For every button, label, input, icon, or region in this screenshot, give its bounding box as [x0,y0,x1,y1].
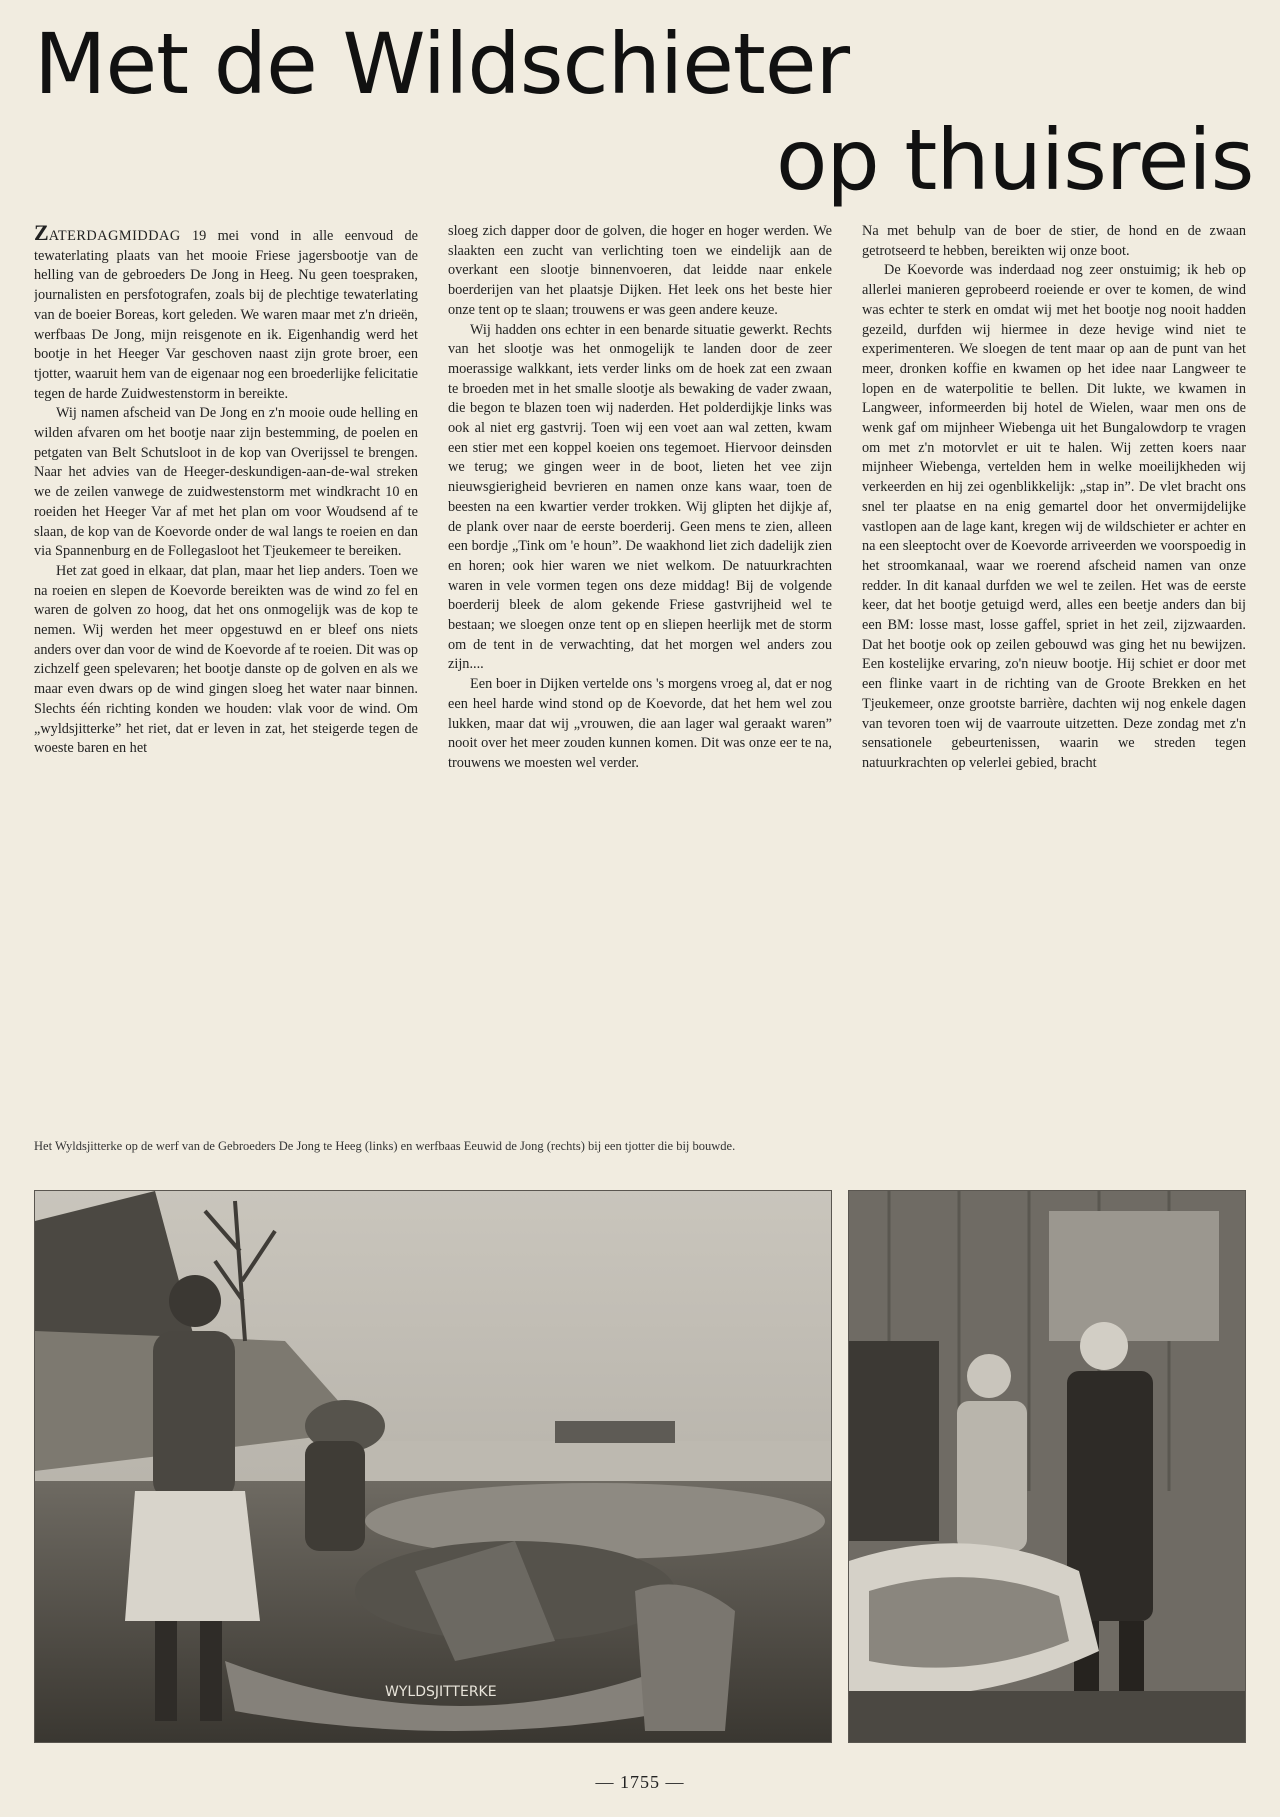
paragraph: Wij hadden ons echter in een benarde situatie gewerkt. Rechts van het slootje was het onmogelijk te landen door de zeer moerassige walkkant, iets verder links om de hoek zat een zwaan te broeden met in het smalle slootje als bewaking de vader zwaan, die begon te blazen toen wij naderden. Het polderdijkje links was ook al niet erg gastvrij. Toen wij een voet aan wal zetten, kwam een stier met een koppel koeien ons tegemoet. Hiervoor deinsden we terug; we gingen weer in de boot, lieten het vee zijn nieuwsgierigheid bevrieren en namen onze kans waar, toen de beesten na een kwartier verder trokken. Wij glipten het dijkje af, de plank over naar de eerste boerderij. Geen mens te zien, alleen een bordje „Tink om 'e houn”. De waakhond liet zich dadelijk zien en horen; ook hier waren we niet welkom. De natuurkrachten waren in vele vormen tegen ons deze middag! Bij de volgende boerderij bleek de alom gekende Friese gastvrijheid wel te bestaan; we sloegen onze tent op en sliepen heerlijk met de storm om de tent in de verwachting, dat het morgen wel anders zou zijn.... [448,321,832,673]
paragraph: De Koevorde was inderdaad nog zeer onstuimig; ik heb op allerlei manieren geprobeerd roeiende er over te komen, de wind was echter te sterk en omdat wij met het bootje nog nooit hadden gezeild, durfden wij hiermee in deze hevige wind niet te experimenteren. We sloegen de tent maar op aan de punt van het meer, dronken koffie en kwamen op het idee naar Langweer te lopen en de waterpolitie te bellen. Dit lukte, we kwamen in Langweer, informeerden bij hotel de Wielen, waar men ons de wenk gaf om mijnheer Wiebenga uit het Bungalowdorp te vragen om met z'n motorvlet er uit te halen. Wij zetten koers naar mijnheer Wiebenga, vertelden hem in welke moeilijkheden wij verkeerden en hij zei ogenblikkelijk: „stap in”. De vlet bracht ons snel ter plaatse en na enig gemartel door het onvermijdelijke vastlopen aan de lage kant, kregen wij de wildschieter er achter en na een sleeptocht over de Koevorde arriveerden we voorspoedig in het stroomkanaal, waar we roerend afscheid namen van onze redder. In dit kanaal durfden we wel te zeilen. Het was de eerste keer, dat het bootje getuigd werd, alles een beetje anders dan bij een BM: losse mast, losse gaffel, spriet in het zeil, zijzwaarden. Dat het bootje ook op zeilen gebouwd was ging het nu bewijzen. Een kostelijke ervaring, zo'n nieuw bootje. Hij schiet er door met een flinke vaart in de richting van de Groote Brekken en het Tjeukemeer, onze grootste barrière, dachten wij nog enkele dagen van tevoren toen wij de vaarroute uitzetten. Deze zondag met z'n sensationele gebeurtenissen, waarin we streden tegen natuurkrachten op velerlei gebied, bracht [862,262,1246,771]
drop-cap: Z [34,222,49,245]
paragraph: Na met behulp van de boer de stier, de hond en de zwaan getrotseerd te hebben, bereikten wij onze boot. [862,223,1246,259]
lead-paragraph [34,222,418,404]
boat-builders-photo-icon [848,1190,1246,1743]
title-line-1: Met de Wildschieter [34,15,850,113]
title-line-2: op thuisreis [776,111,1254,209]
paragraph: Wij namen afscheid van De Jong en z'n mooie oude helling en wilden afvaren om het bootje naar zijn bestemming, de poelen en petgaten van Belt Schutsloot in de kop van Overijssel te brengen. Naar het advies van de Heeger-deskundigen-aan-de-wal streken we de zeilen vanwege de zuidwestenstorm met windkracht 10 en roeiden het Heeger Var af met het plan om voor Woudsend af te slaan, de kop van de Koevorde onder de wal langs te roeien en dan via Spannenburg en de Follegasloot het Tjeukemeer te bereiken. [34,405,418,560]
photo-caption: Het Wyldsjitterke op de werf van de Gebroeders De Jong te Heeg (links) en werfbaas Eeuwid de Jong (rechts) bij een tjotter die bij bouwde. [34,1139,736,1153]
lead-word: ATERDAGMIDDAG [48,228,181,244]
paragraph: sloeg zich dapper door de golven, die hoger en hoger werden. We slaakten een zucht van verlichting toen we eindelijk aan de overkant een slootje binnenvoeren, dat leidde naar enkele boerderijen van het plaatsje Dijken. Het leek ons het beste hier onze tent op te slaan; trouwens er was geen andere keuze. [448,223,832,318]
paragraph-text: 19 mei vond in alle eenvoud de tewaterlating plaats van het mooie Friese jagersbootje van de helling van de gebroeders De Jong in Heeg. Nu geen toespraken, journalisten en persfotografen, zoals bij de plechtige tewaterlating van de boeier Boreas, kort geleden. We waren maar met z'n drieën, werfbaas De Jong, mijn reisgenote en ik. Eigenhandig werd het bootje in het Heeger Var geschoven naast zijn grote broer, een tjotter, waaruit hem van de eigenaar nog een broederlijke felicitatie tegen de harde Zuidwestenstorm in bereikte. [34,228,418,402]
boatyard-photo-icon [34,1190,832,1743]
column-1 [34,222,418,1122]
column-2 [448,222,832,1122]
paragraph: Het zat goed in elkaar, dat plan, maar het liep anders. Toen we na roeien en slepen de Koevorde bereikten was de wind zo fel en waren de golven zo hoog, dat het ons onmogelijk was de kop te nemen. Wij werden het meer opgestuwd en er bleef ons niets anders over dan voor de wind de Koevorde af te roeien. Dit was op zichzelf geen spelevaren; het bootje danste op de golven en als we maar even dwars op de wind gingen sloeg het water naar binnen. Slechts één richting konden we houden: vlak voor de wind. Om „wyldsjitterke” het riet, dat er leven in zat, het steigerde tegen de woeste baren en het [34,562,418,757]
paragraph: Een boer in Dijken vertelde ons 's morgens vroeg al, dat er nog een heel harde wind stond op de Koevorde, dat het hem wel zou lukken, maar dat wij „vrouwen, die aan lager wal geraakt waren” nooit over het meer zouden kunnen komen. Dit was onze eer te na, trouwens we moesten wel verder. [448,676,832,771]
page-number: — 1755 — [595,1772,685,1792]
column-3 [862,222,1246,1122]
article-columns [34,222,1246,1122]
boat-name-label: WYLDSJITTERKE [385,1684,497,1700]
